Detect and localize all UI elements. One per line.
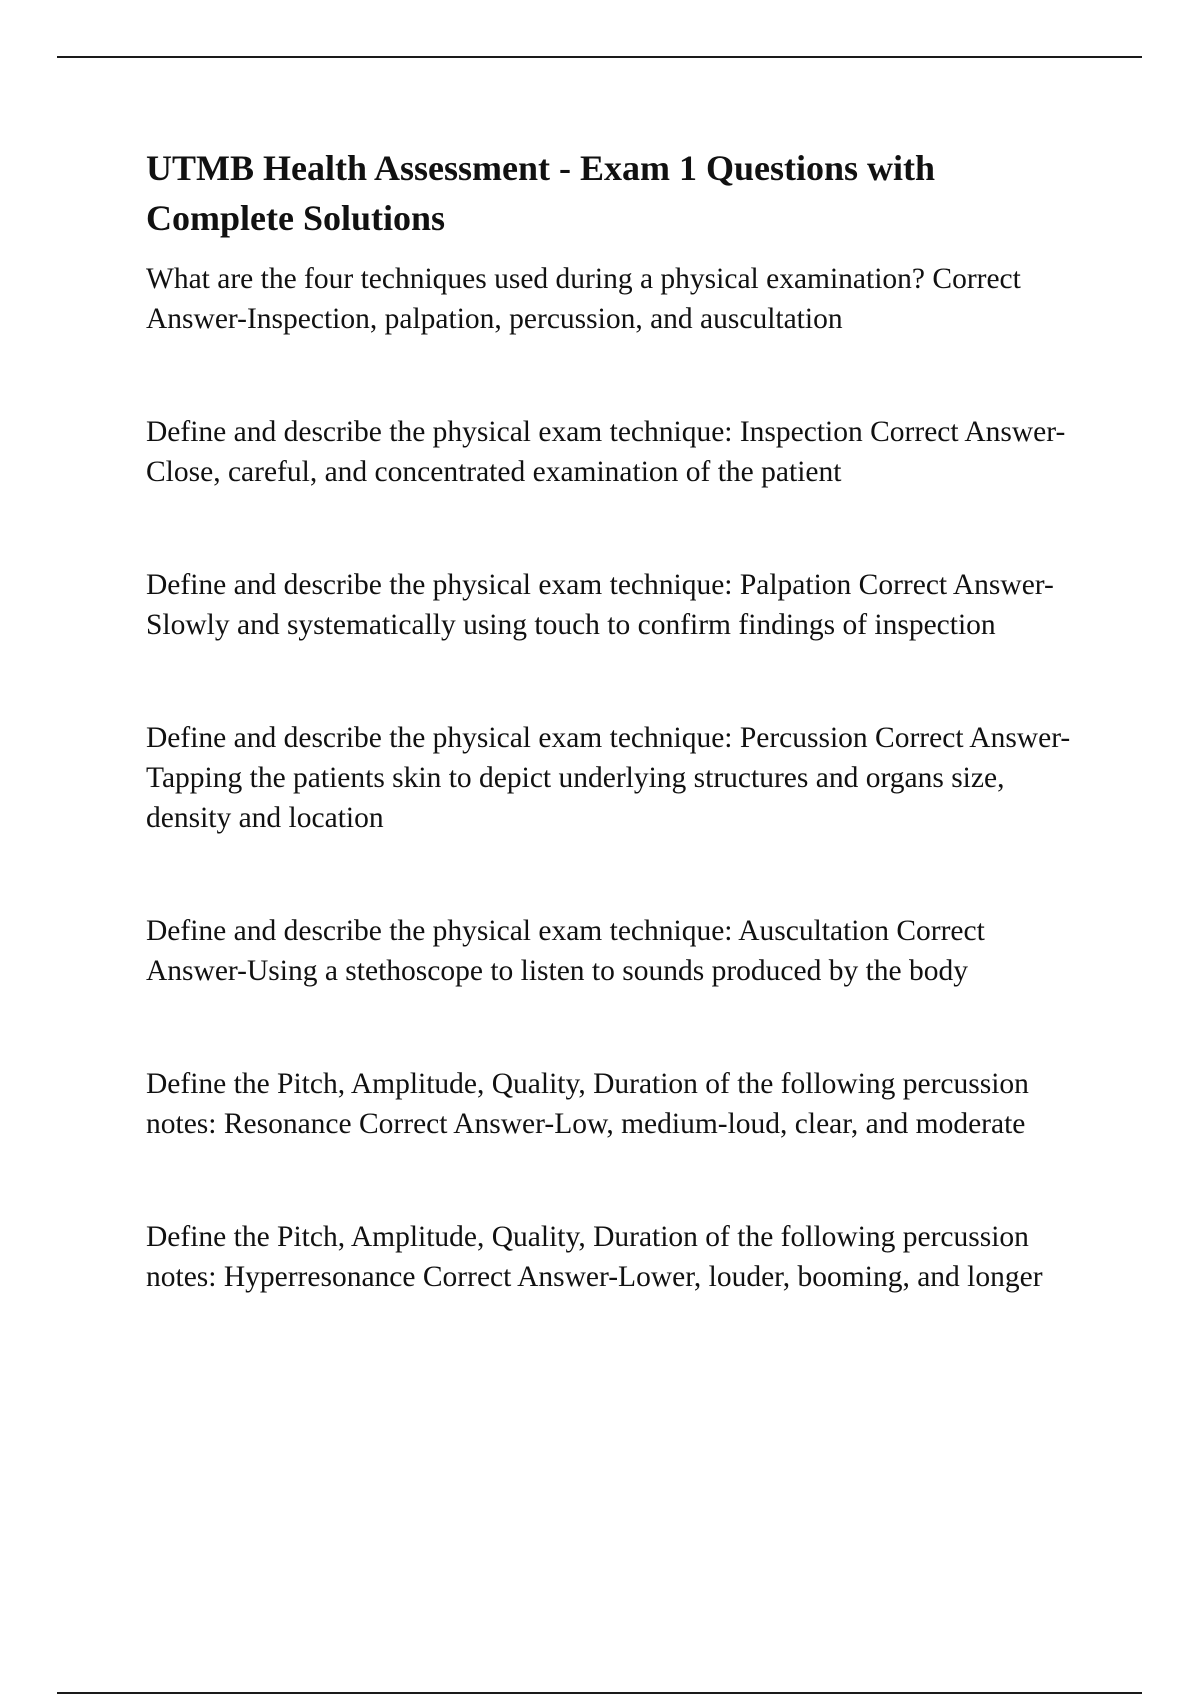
document-title: UTMB Health Assessment - Exam 1 Questions with Complete Solutions bbox=[146, 148, 936, 238]
qa-item: Define the Pitch, Amplitude, Quality, Duration of the following percussion notes: Hyperresonance Correct Answer-Lower, louder, booming, and longer bbox=[146, 1221, 1043, 1293]
question-answer-list bbox=[146, 259, 1086, 1297]
qa-item: Define and describe the physical exam technique: Auscultation Correct Answer-Using a stethoscope to listen to sounds produced by the body bbox=[146, 915, 985, 987]
qa-item: What are the four techniques used during a physical examination? Correct Answer-Inspection, palpation, percussion, and auscultation bbox=[146, 263, 1021, 335]
qa-item: Define and describe the physical exam technique: Inspection Correct Answer-Close, careful, and concentrated examination of the patient bbox=[146, 416, 1066, 488]
qa-item: Define and describe the physical exam technique: Palpation Correct Answer-Slowly and systematically using touch to confirm findings of inspection bbox=[146, 569, 1054, 641]
qa-item: Define the Pitch, Amplitude, Quality, Duration of the following percussion notes: Resonance Correct Answer-Low, medium-loud, clear, and moderate bbox=[146, 1068, 1029, 1140]
header-rule bbox=[57, 56, 1142, 58]
qa-item: Define and describe the physical exam technique: Percussion Correct Answer-Tapping the patients skin to depict underlying structures and organs size, density and location bbox=[146, 722, 1071, 834]
document-body bbox=[146, 143, 1086, 1297]
footer-rule bbox=[57, 1692, 1142, 1694]
